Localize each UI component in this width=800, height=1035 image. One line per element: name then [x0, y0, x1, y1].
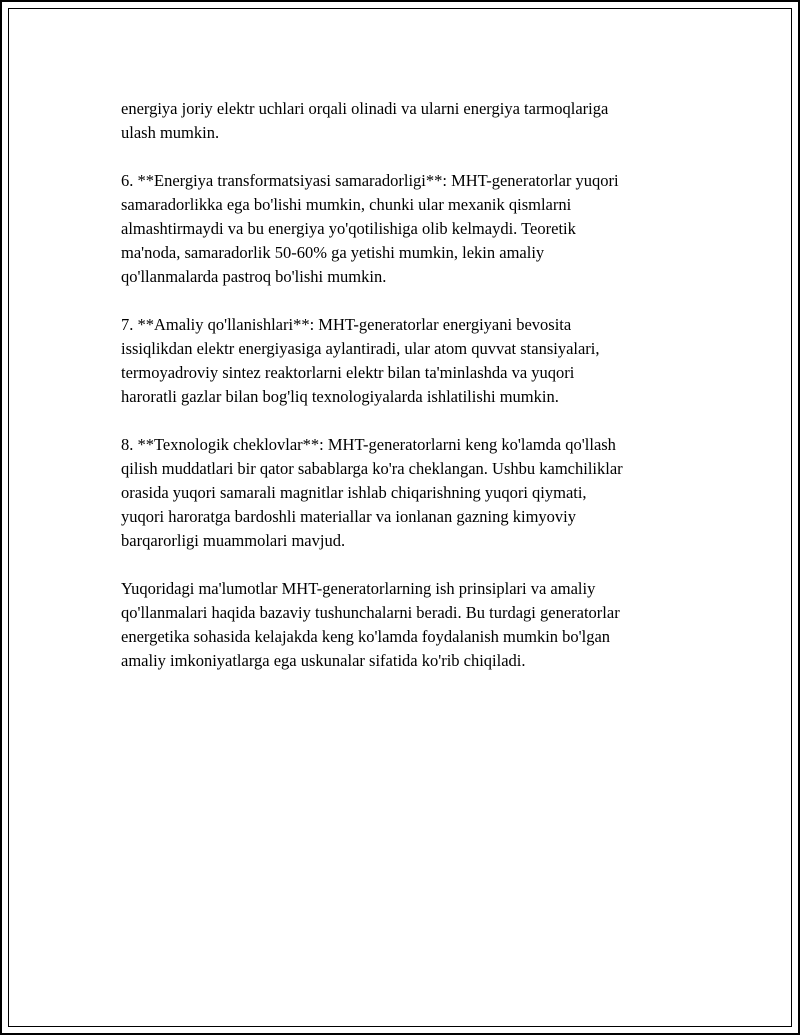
paragraph-item-6: 6. **Energiya transformatsiyasi samaradorligi**: MHT-generatorlar yuqori samaradorlikka ega bo'lishi mumkin, chunki ular mexanik qismlarni almashtirmaydi va bu energiya yo'qotilishiga olib kelmaydi. Teoretik ma'noda, samaradorlik 50-60% ga yetishi mumkin, lekin amaliy qo'llanmalarda pastroq bo'lishi mumkin.	[121, 171, 619, 286]
paragraph-item-8: 8. **Texnologik cheklovlar**: MHT-generatorlarni keng ko'lamda qo'llash qilish muddatlari bir qator sabablarga ko'ra cheklangan. Ushbu kamchiliklar orasida yuqori samarali magnitlar ishlab chiqarishning yuqori qiymati, yuqori haroratga bardoshli materiallar va ionlanan gazning kimyoviy barqarorligi muammolari mavjud.	[121, 435, 623, 550]
paragraph-item-7: 7. **Amaliy qo'llanishlari**: MHT-generatorlar energiyani bevosita issiqlikdan elektr energiyasiga aylantiradi, ular atom quvvat stansiyalari, termoyadroviy sintez reaktorlarni elektr bilan ta'minlashda va yuqori haroratli gazlar bilan bog'liq texnologiyalarda ishlatilishi mumkin.	[121, 315, 600, 406]
paragraph-conclusion: Yuqoridagi ma'lumotlar MHT-generatorlarning ish prinsiplari va amaliy qo'llanmalari haqida bazaviy tushunchalarni beradi. Bu turdagi generatorlar energetika sohasida kelajakda keng ko'lamda foydalanish mumkin bo'lgan amaliy imkoniyatlarga ega uskunalar sifatida ko'rib chiqiladi.	[121, 579, 620, 670]
paragraph-continuation: energiya joriy elektr uchlari orqali olinadi va ularni energiya tarmoqlariga ulash mumkin.	[121, 99, 609, 142]
document-body	[121, 97, 681, 697]
